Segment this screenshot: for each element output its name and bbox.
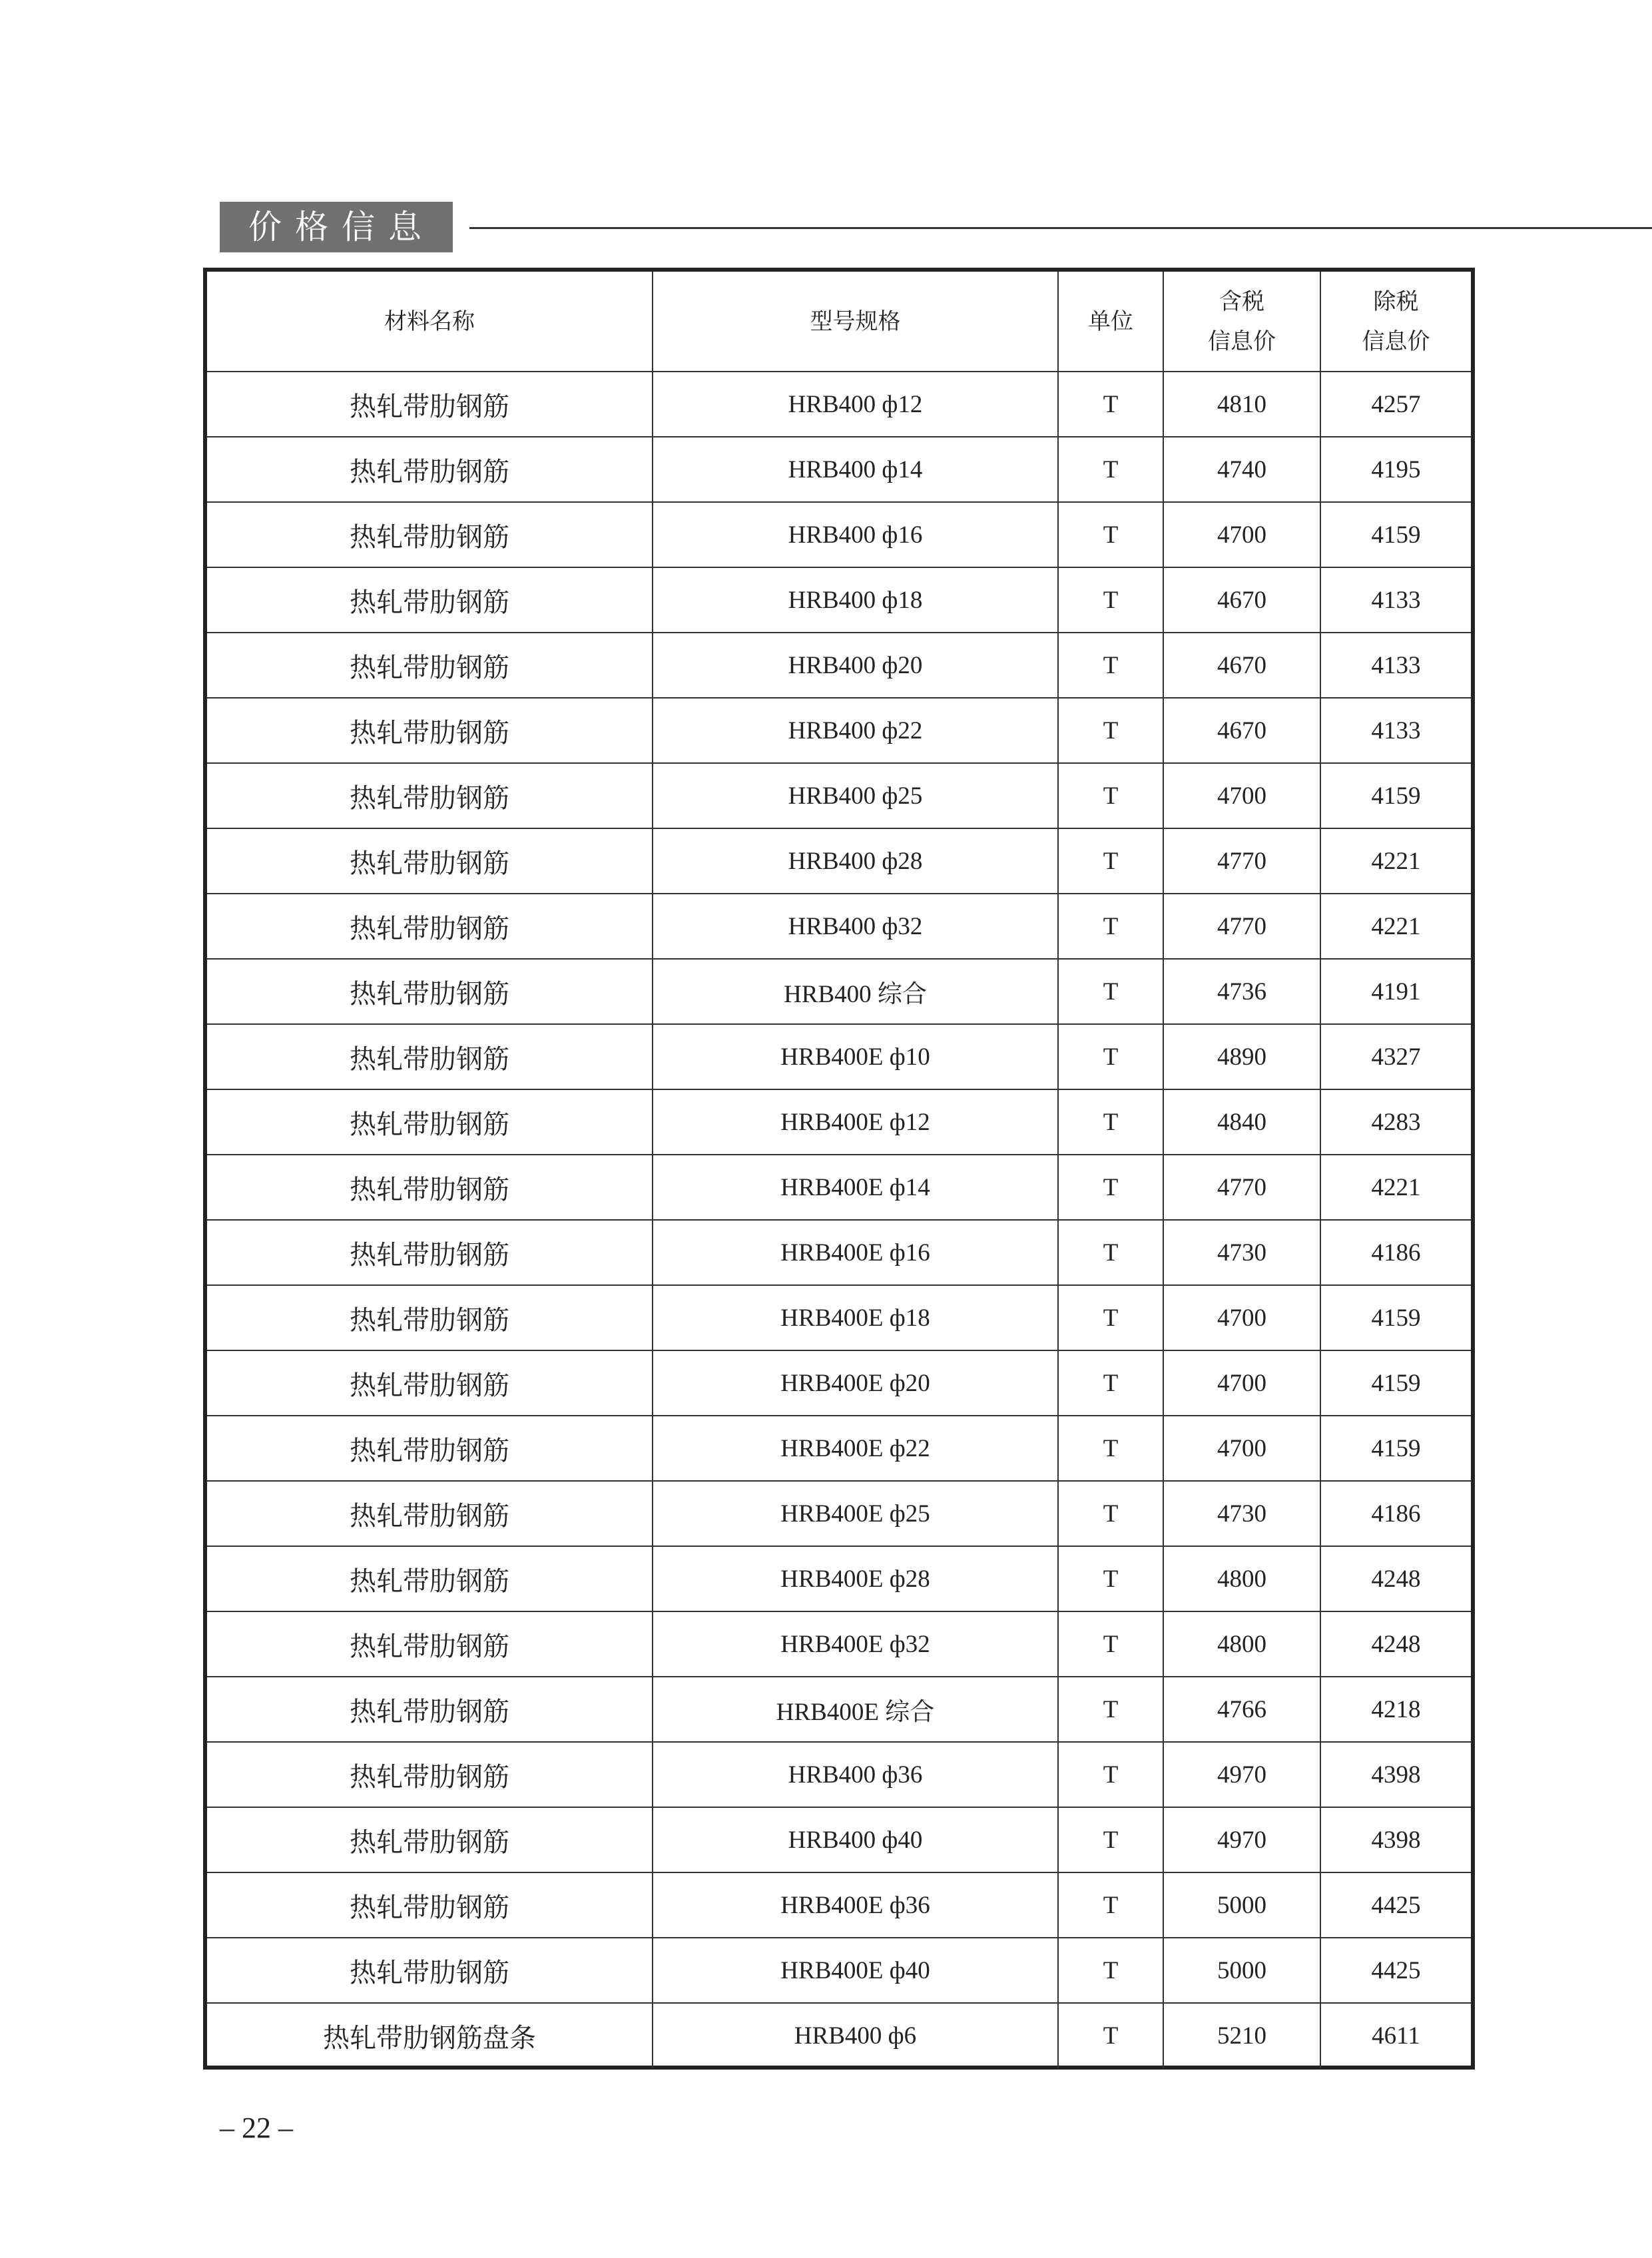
table-row (207, 1350, 1471, 1416)
table-row (207, 1872, 1471, 1938)
cell-material-name: 热轧带肋钢筋 (207, 1285, 653, 1350)
cell-unit: T (1058, 1938, 1163, 2003)
cell-tax-included-price: 5000 (1163, 1872, 1320, 1938)
table-row (207, 959, 1471, 1024)
cell-spec: HRB400 ф40 (653, 1807, 1058, 1872)
cell-tax-excluded-price: 4327 (1320, 1024, 1471, 1089)
section-title: 价格信息 (220, 202, 453, 252)
cell-material-name: 热轧带肋钢筋 (207, 1481, 653, 1546)
cell-unit: T (1058, 1742, 1163, 1807)
cell-spec: HRB400E ф16 (653, 1220, 1058, 1285)
cell-unit: T (1058, 1611, 1163, 1677)
cell-tax-included-price: 4736 (1163, 959, 1320, 1024)
cell-material-name: 热轧带肋钢筋 (207, 828, 653, 894)
cell-unit: T (1058, 698, 1163, 763)
cell-tax-included-price: 4766 (1163, 1677, 1320, 1742)
table-row (207, 1089, 1471, 1155)
table-row (207, 1677, 1471, 1742)
cell-unit: T (1058, 437, 1163, 502)
table-row (207, 1938, 1471, 2003)
table-row (207, 372, 1471, 437)
cell-tax-included-price: 4700 (1163, 1350, 1320, 1416)
table-body (207, 372, 1471, 2068)
cell-tax-excluded-price: 4221 (1320, 828, 1471, 894)
cell-unit: T (1058, 567, 1163, 633)
cell-material-name: 热轧带肋钢筋 (207, 502, 653, 567)
cell-tax-included-price: 4770 (1163, 894, 1320, 959)
price-table (207, 272, 1471, 2068)
cell-spec: HRB400E ф14 (653, 1155, 1058, 1220)
cell-material-name: 热轧带肋钢筋 (207, 1611, 653, 1677)
cell-unit: T (1058, 1481, 1163, 1546)
header-spec: 型号规格 (653, 272, 1058, 372)
cell-tax-included-price: 4670 (1163, 633, 1320, 698)
cell-tax-excluded-price: 4159 (1320, 502, 1471, 567)
cell-material-name: 热轧带肋钢筋 (207, 1220, 653, 1285)
table-row (207, 698, 1471, 763)
header-rule (469, 227, 1652, 229)
cell-spec: HRB400 ф28 (653, 828, 1058, 894)
cell-unit: T (1058, 763, 1163, 828)
cell-unit: T (1058, 1807, 1163, 1872)
header-tax-excluded-line2: 信息价 (1362, 328, 1430, 355)
cell-tax-excluded-price: 4159 (1320, 763, 1471, 828)
cell-unit: T (1058, 828, 1163, 894)
cell-material-name: 热轧带肋钢筋 (207, 1350, 653, 1416)
table-row (207, 502, 1471, 567)
cell-material-name: 热轧带肋钢筋 (207, 1742, 653, 1807)
cell-unit: T (1058, 2003, 1163, 2068)
cell-spec: HRB400E ф28 (653, 1546, 1058, 1611)
cell-material-name: 热轧带肋钢筋 (207, 1089, 653, 1155)
cell-tax-excluded-price: 4191 (1320, 959, 1471, 1024)
cell-unit: T (1058, 1089, 1163, 1155)
cell-unit: T (1058, 1350, 1163, 1416)
cell-material-name: 热轧带肋钢筋 (207, 1546, 653, 1611)
cell-unit: T (1058, 502, 1163, 567)
cell-unit: T (1058, 372, 1163, 437)
cell-tax-included-price: 4800 (1163, 1546, 1320, 1611)
cell-tax-excluded-price: 4221 (1320, 1155, 1471, 1220)
cell-unit: T (1058, 1677, 1163, 1742)
cell-tax-excluded-price: 4159 (1320, 1416, 1471, 1481)
table-row (207, 567, 1471, 633)
page-number: – 22 – (220, 2112, 293, 2144)
cell-material-name: 热轧带肋钢筋 (207, 567, 653, 633)
cell-tax-included-price: 4700 (1163, 763, 1320, 828)
cell-spec: HRB400 ф6 (653, 2003, 1058, 2068)
cell-material-name: 热轧带肋钢筋 (207, 372, 653, 437)
header-tax-excluded-line1: 除税 (1373, 288, 1419, 315)
table-row (207, 1481, 1471, 1546)
cell-spec: HRB400E ф18 (653, 1285, 1058, 1350)
cell-spec: HRB400E ф36 (653, 1872, 1058, 1938)
cell-material-name: 热轧带肋钢筋盘条 (207, 2003, 653, 2068)
cell-unit: T (1058, 1546, 1163, 1611)
cell-tax-included-price: 4730 (1163, 1220, 1320, 1285)
cell-spec: HRB400 ф36 (653, 1742, 1058, 1807)
cell-tax-excluded-price: 4425 (1320, 1938, 1471, 2003)
cell-tax-included-price: 4770 (1163, 1155, 1320, 1220)
cell-tax-included-price: 4700 (1163, 1416, 1320, 1481)
cell-tax-included-price: 4700 (1163, 502, 1320, 567)
table-row (207, 1611, 1471, 1677)
cell-material-name: 热轧带肋钢筋 (207, 763, 653, 828)
cell-tax-included-price: 5210 (1163, 2003, 1320, 2068)
cell-spec: HRB400 综合 (653, 959, 1058, 1024)
cell-tax-included-price: 4800 (1163, 1611, 1320, 1677)
cell-unit: T (1058, 1416, 1163, 1481)
price-table-frame (203, 268, 1475, 2070)
table-row (207, 1285, 1471, 1350)
cell-tax-included-price: 4700 (1163, 1285, 1320, 1350)
cell-tax-included-price: 4770 (1163, 828, 1320, 894)
cell-tax-excluded-price: 4283 (1320, 1089, 1471, 1155)
table-row (207, 828, 1471, 894)
table-row (207, 1742, 1471, 1807)
cell-spec: HRB400 ф12 (653, 372, 1058, 437)
cell-tax-included-price: 4810 (1163, 372, 1320, 437)
cell-unit: T (1058, 1872, 1163, 1938)
cell-spec: HRB400 ф14 (653, 437, 1058, 502)
cell-unit: T (1058, 1024, 1163, 1089)
cell-spec: HRB400E ф40 (653, 1938, 1058, 2003)
cell-tax-included-price: 4970 (1163, 1742, 1320, 1807)
cell-tax-excluded-price: 4248 (1320, 1611, 1471, 1677)
cell-spec: HRB400E ф32 (653, 1611, 1058, 1677)
cell-tax-excluded-price: 4133 (1320, 633, 1471, 698)
cell-material-name: 热轧带肋钢筋 (207, 1938, 653, 2003)
cell-spec: HRB400E ф12 (653, 1089, 1058, 1155)
table-row (207, 894, 1471, 959)
table-row (207, 1807, 1471, 1872)
cell-material-name: 热轧带肋钢筋 (207, 698, 653, 763)
section-header (220, 202, 1652, 252)
cell-tax-included-price: 4970 (1163, 1807, 1320, 1872)
cell-tax-included-price: 5000 (1163, 1938, 1320, 2003)
cell-tax-excluded-price: 4186 (1320, 1220, 1471, 1285)
table-row (207, 1024, 1471, 1089)
cell-material-name: 热轧带肋钢筋 (207, 1677, 653, 1742)
table-header-row (207, 272, 1471, 372)
cell-material-name: 热轧带肋钢筋 (207, 633, 653, 698)
header-unit: 单位 (1058, 272, 1163, 372)
cell-material-name: 热轧带肋钢筋 (207, 1807, 653, 1872)
cell-spec: HRB400E ф10 (653, 1024, 1058, 1089)
cell-spec: HRB400 ф25 (653, 763, 1058, 828)
cell-tax-excluded-price: 4218 (1320, 1677, 1471, 1742)
cell-material-name: 热轧带肋钢筋 (207, 437, 653, 502)
cell-tax-excluded-price: 4221 (1320, 894, 1471, 959)
cell-tax-excluded-price: 4398 (1320, 1742, 1471, 1807)
cell-spec: HRB400E ф25 (653, 1481, 1058, 1546)
cell-material-name: 热轧带肋钢筋 (207, 1024, 653, 1089)
cell-material-name: 热轧带肋钢筋 (207, 1872, 653, 1938)
cell-tax-included-price: 4670 (1163, 567, 1320, 633)
cell-tax-excluded-price: 4398 (1320, 1807, 1471, 1872)
cell-tax-excluded-price: 4195 (1320, 437, 1471, 502)
cell-tax-excluded-price: 4248 (1320, 1546, 1471, 1611)
table-row (207, 2003, 1471, 2068)
cell-spec: HRB400 ф20 (653, 633, 1058, 698)
table-row (207, 1546, 1471, 1611)
cell-spec: HRB400 ф32 (653, 894, 1058, 959)
table-row (207, 437, 1471, 502)
cell-material-name: 热轧带肋钢筋 (207, 894, 653, 959)
cell-tax-included-price: 4740 (1163, 437, 1320, 502)
table-row (207, 633, 1471, 698)
cell-unit: T (1058, 633, 1163, 698)
cell-tax-excluded-price: 4425 (1320, 1872, 1471, 1938)
table-row (207, 1220, 1471, 1285)
cell-tax-included-price: 4730 (1163, 1481, 1320, 1546)
cell-material-name: 热轧带肋钢筋 (207, 959, 653, 1024)
table-row (207, 1155, 1471, 1220)
cell-tax-included-price: 4890 (1163, 1024, 1320, 1089)
cell-tax-excluded-price: 4186 (1320, 1481, 1471, 1546)
cell-tax-excluded-price: 4611 (1320, 2003, 1471, 2068)
header-tax-included-line2: 信息价 (1208, 328, 1276, 355)
cell-unit: T (1058, 1155, 1163, 1220)
cell-spec: HRB400 ф16 (653, 502, 1058, 567)
header-tax-included-price (1163, 272, 1320, 372)
cell-unit: T (1058, 1220, 1163, 1285)
header-tax-included-line1: 含税 (1219, 288, 1264, 315)
cell-material-name: 热轧带肋钢筋 (207, 1416, 653, 1481)
header-material-name: 材料名称 (207, 272, 653, 372)
cell-unit: T (1058, 959, 1163, 1024)
cell-tax-excluded-price: 4159 (1320, 1285, 1471, 1350)
cell-spec: HRB400 ф22 (653, 698, 1058, 763)
cell-spec: HRB400E ф20 (653, 1350, 1058, 1416)
cell-spec: HRB400E ф22 (653, 1416, 1058, 1481)
cell-spec: HRB400E 综合 (653, 1677, 1058, 1742)
cell-tax-included-price: 4840 (1163, 1089, 1320, 1155)
cell-tax-included-price: 4670 (1163, 698, 1320, 763)
cell-tax-excluded-price: 4159 (1320, 1350, 1471, 1416)
cell-material-name: 热轧带肋钢筋 (207, 1155, 653, 1220)
header-tax-excluded-price (1320, 272, 1471, 372)
cell-tax-excluded-price: 4133 (1320, 698, 1471, 763)
table-row (207, 1416, 1471, 1481)
cell-unit: T (1058, 894, 1163, 959)
cell-tax-excluded-price: 4133 (1320, 567, 1471, 633)
table-row (207, 763, 1471, 828)
cell-spec: HRB400 ф18 (653, 567, 1058, 633)
cell-unit: T (1058, 1285, 1163, 1350)
cell-tax-excluded-price: 4257 (1320, 372, 1471, 437)
